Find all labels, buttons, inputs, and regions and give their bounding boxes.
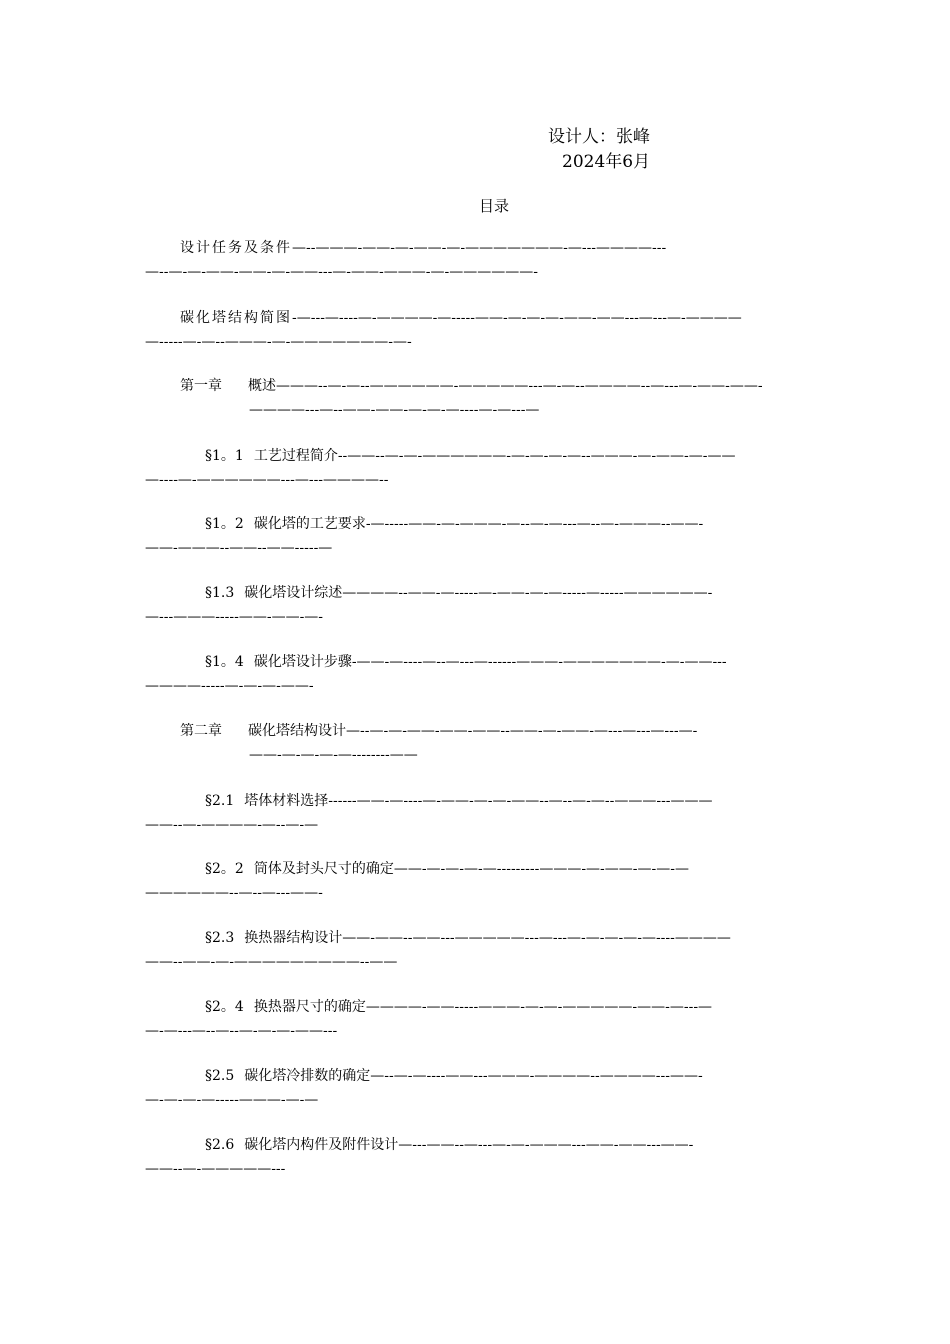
toc-entry-number: §2.6 bbox=[205, 1137, 235, 1153]
toc-entry-2-4[interactable] bbox=[145, 995, 810, 1043]
toc-entry-title: 工艺过程简介 bbox=[253, 448, 338, 464]
toc-entry-1-1[interactable] bbox=[145, 444, 810, 492]
toc-entry-2-6[interactable] bbox=[145, 1133, 810, 1181]
toc-leader: ————--——-—-----—-——-—-—-----—-----——————- bbox=[342, 585, 713, 601]
toc-leader: ——-———--——--——-----— bbox=[145, 540, 333, 556]
toc-entry-title: 塔体材料选择 bbox=[244, 793, 329, 809]
toc-entry-2-5[interactable] bbox=[145, 1064, 810, 1112]
toc-entry-2-1[interactable] bbox=[145, 789, 810, 837]
toc-entry-task-conditions[interactable] bbox=[145, 236, 810, 284]
toc-entry-title: 设计任务及条件 bbox=[180, 240, 292, 256]
toc-entry-structure-diagram[interactable] bbox=[145, 306, 810, 354]
toc-leader: ——-—-—-—-—---------———-—-——-—-—-— bbox=[393, 861, 689, 877]
toc-entry-2-3[interactable] bbox=[145, 926, 810, 974]
toc-leader: -—---—----—-————-—-----——-—-—-—-——-——---—---—-———— bbox=[292, 310, 742, 326]
toc-entry-number: 第二章 bbox=[180, 723, 222, 739]
toc-leader: —---———-----——-——-—- bbox=[145, 609, 324, 625]
toc-leader: --——--—-—-——————-—-—-—-—--———-—-——-—-—— bbox=[337, 448, 736, 464]
toc-entry-title: 碳化塔结构简图 bbox=[180, 310, 292, 326]
toc-entry-title: 碳化塔内构件及附件设计 bbox=[244, 1137, 399, 1153]
toc-entry-1-3[interactable] bbox=[145, 581, 810, 629]
toc-leader: ————-----—-—-—-——- bbox=[145, 678, 314, 694]
toc-entry-number: §1。2 bbox=[205, 516, 244, 532]
toc-leader: ——————--—--—---——- bbox=[145, 885, 323, 901]
toc-entry-title: 筒体及封头尺寸的确定 bbox=[253, 861, 394, 877]
toc-entry-chapter-1[interactable] bbox=[145, 374, 810, 422]
toc-leader: —--—-—----——---———-————--————---——- bbox=[370, 1068, 703, 1084]
toc-leader: ——-——--——---—————---—---—-—-—-—-—----———— bbox=[342, 930, 731, 946]
toc-leader: —--———-——-—-——-—-———————-—---————--- bbox=[292, 240, 667, 256]
toc-leader: -—-----——-—-———-—--—-—---—--—-———--——- bbox=[365, 516, 704, 532]
toc-entry-title: 碳化塔的工艺要求 bbox=[253, 516, 366, 532]
toc-leader: ——--—-—————--- bbox=[145, 1161, 286, 1177]
toc-entry-number: §2.3 bbox=[205, 930, 235, 946]
toc-leader: —--—-—-——-——-——--——-—-——-—---—---—---—- bbox=[346, 723, 698, 739]
toc-entry-title: 换热器尺寸的确定 bbox=[253, 999, 366, 1015]
toc-leader: —---——--—---—-—-———---——-——---——- bbox=[398, 1137, 694, 1153]
toc-entry-number: §1。1 bbox=[205, 448, 244, 464]
toc-entry-number: 第一章 bbox=[180, 378, 222, 394]
toc-entry-2-2[interactable] bbox=[145, 857, 810, 905]
toc-leader: ——-—-—-—-—--------—— bbox=[249, 747, 418, 763]
toc-leader: ———--—-—--——————-—————---—-—--————--—---—-——-——- bbox=[276, 378, 763, 394]
toc-entry-title: 概述 bbox=[248, 378, 276, 394]
toc-leader: ——--——-—-—————————--—— bbox=[145, 954, 398, 970]
toc-leader: -——-—----—--—---—------———-———————-—-——--- bbox=[351, 654, 727, 670]
toc-entry-number: §2.5 bbox=[205, 1068, 235, 1084]
toc-entry-title: 碳化塔设计步骤 bbox=[253, 654, 352, 670]
toc-entry-number: §2。4 bbox=[205, 999, 244, 1015]
toc-entry-title: 碳化塔冷排数的确定 bbox=[244, 1068, 371, 1084]
toc-entry-title: 碳化塔结构设计 bbox=[248, 723, 346, 739]
toc-entry-title: 碳化塔设计综述 bbox=[244, 585, 343, 601]
toc-entry-number: §2。2 bbox=[205, 861, 244, 877]
toc-leader: ————-——-----———-—-—-—————-——-—---— bbox=[365, 999, 713, 1015]
toc-leader: ——--—-————-—--—-— bbox=[145, 817, 319, 833]
toc-title: 目录 bbox=[478, 197, 509, 215]
toc-leader: ------——-—----—-——-—-—-——--—--—-—--———---——— bbox=[328, 793, 713, 809]
toc-leader: —--—-—-——-——-—-——---—-——-———-—-——————- bbox=[145, 264, 538, 280]
design-date: 2024年6月 bbox=[562, 152, 651, 172]
toc-leader: —-—-—-—-----———-—-— bbox=[145, 1092, 319, 1108]
toc-leader: ————---—--——-——-—-—-—----—-—---— bbox=[249, 402, 540, 418]
toc-leader: —-—---—--—--—-—-—-——--- bbox=[145, 1023, 338, 1039]
toc-entry-number: §1.3 bbox=[205, 585, 235, 601]
toc-entry-number: §2.1 bbox=[205, 793, 235, 809]
toc-entry-chapter-2[interactable] bbox=[145, 719, 810, 767]
toc-entry-1-2[interactable] bbox=[145, 512, 810, 560]
designer-name: 设计人：张峰 bbox=[548, 127, 650, 147]
toc-leader: —-----—-—--———-—-———————-—- bbox=[145, 334, 412, 350]
toc-entry-number: §1。4 bbox=[205, 654, 244, 670]
toc-entry-1-4[interactable] bbox=[145, 650, 810, 698]
toc-leader: —----—-——————---—---————-- bbox=[145, 472, 389, 488]
toc-entry-title: 换热器结构设计 bbox=[244, 930, 343, 946]
